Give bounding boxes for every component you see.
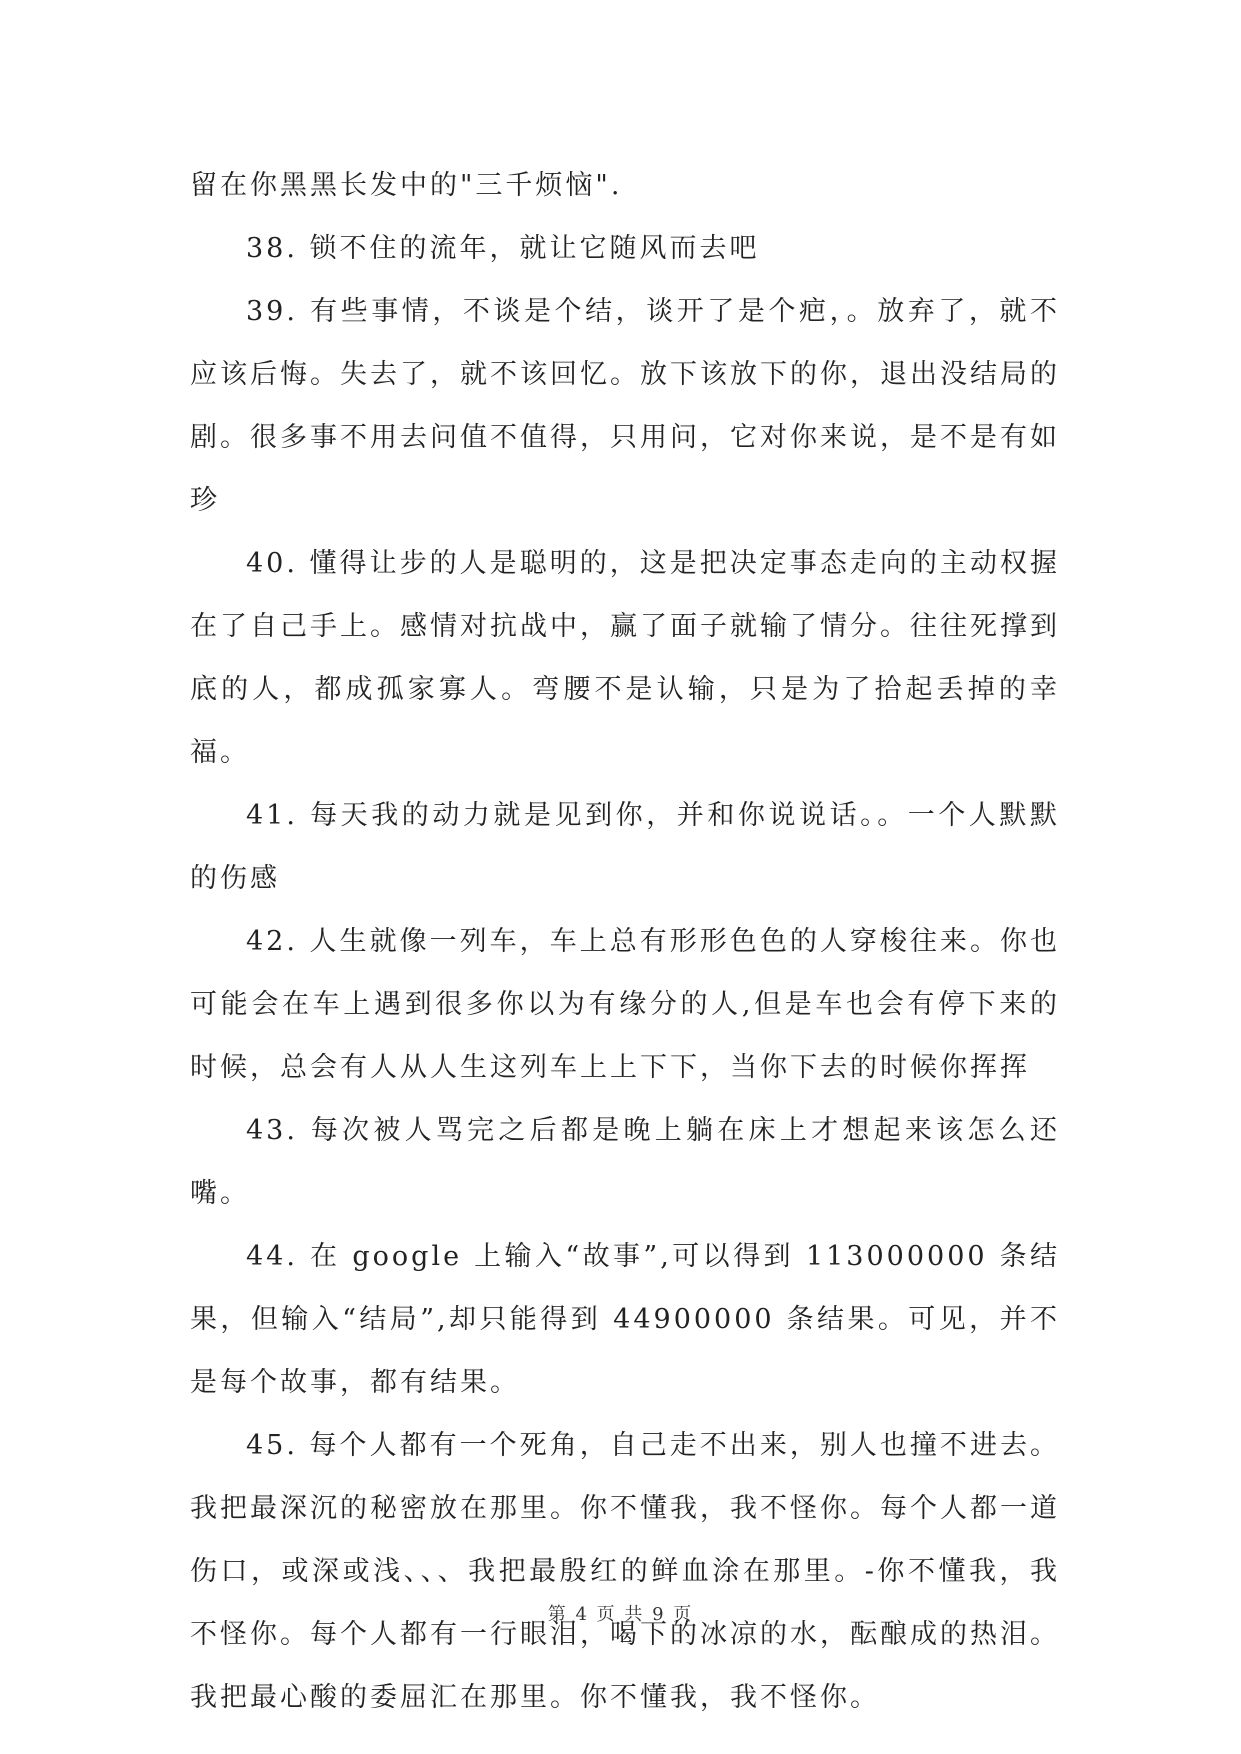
document-body — [190, 154, 1060, 1729]
paragraph-item-45: 45. 每个人都有一个死角，自己走不出来，别人也撞不进去。我把最深沉的秘密放在那里。你不懂我，我不怪你。每个人都一道伤口，或深或浅、、、我把最殷红的鲜血涂在那里。-你不懂我，我不怪你。每个人都有一行眼泪，喝下的冰凉的水，酝酿成的热泪。我把最心酸的委屈汇在那里。你不懂我，我不怪你。 — [190, 1430, 1060, 1713]
paragraph-item-44: 44. 在 google 上输入“故事”,可以得到 113000000 条结果，但输入“结局”,却只能得到 44900000 条结果。可见，并不是每个故事，都有结果。 — [190, 1241, 1060, 1398]
paragraph-item-43: 43. 每次被人骂完之后都是晚上躺在床上才想起来该怎么还嘴。 — [190, 1115, 1060, 1209]
paragraph-item-38: 38. 锁不住的流年，就让它随风而去吧 — [246, 233, 760, 264]
paragraph-item-41: 41. 每天我的动力就是见到你，并和你说说话。。一个人默默的伤感 — [190, 800, 1060, 894]
paragraph-item-39: 39. 有些事情，不谈是个结，谈开了是个疤，。放弃了，就不应该后悔。失去了，就不该回忆。放下该放下的你，退出没结局的剧。很多事不用去问值不值得，只用问，它对你来说，是不是有如珍 — [190, 296, 1060, 516]
paragraph-item-40: 40. 懂得让步的人是聪明的，这是把决定事态走向的主动权握在了自己手上。感情对抗战中，赢了面子就输了情分。往往死撑到底的人，都成孤家寡人。弯腰不是认输，只是为了拾起丢掉的幸福。 — [190, 548, 1060, 768]
paragraph-continuation: 留在你黑黑长发中的"三千烦恼". — [190, 170, 623, 201]
page-footer: 第 4 页 共 9 页 — [547, 1604, 694, 1625]
paragraph-item-42: 42. 人生就像一列车，车上总有形形色色的人穿梭往来。你也可能会在车上遇到很多你以为有缘分的人,但是车也会有停下来的时候，总会有人从人生这列车上上下下，当你下去的时候你挥挥 — [190, 926, 1060, 1083]
